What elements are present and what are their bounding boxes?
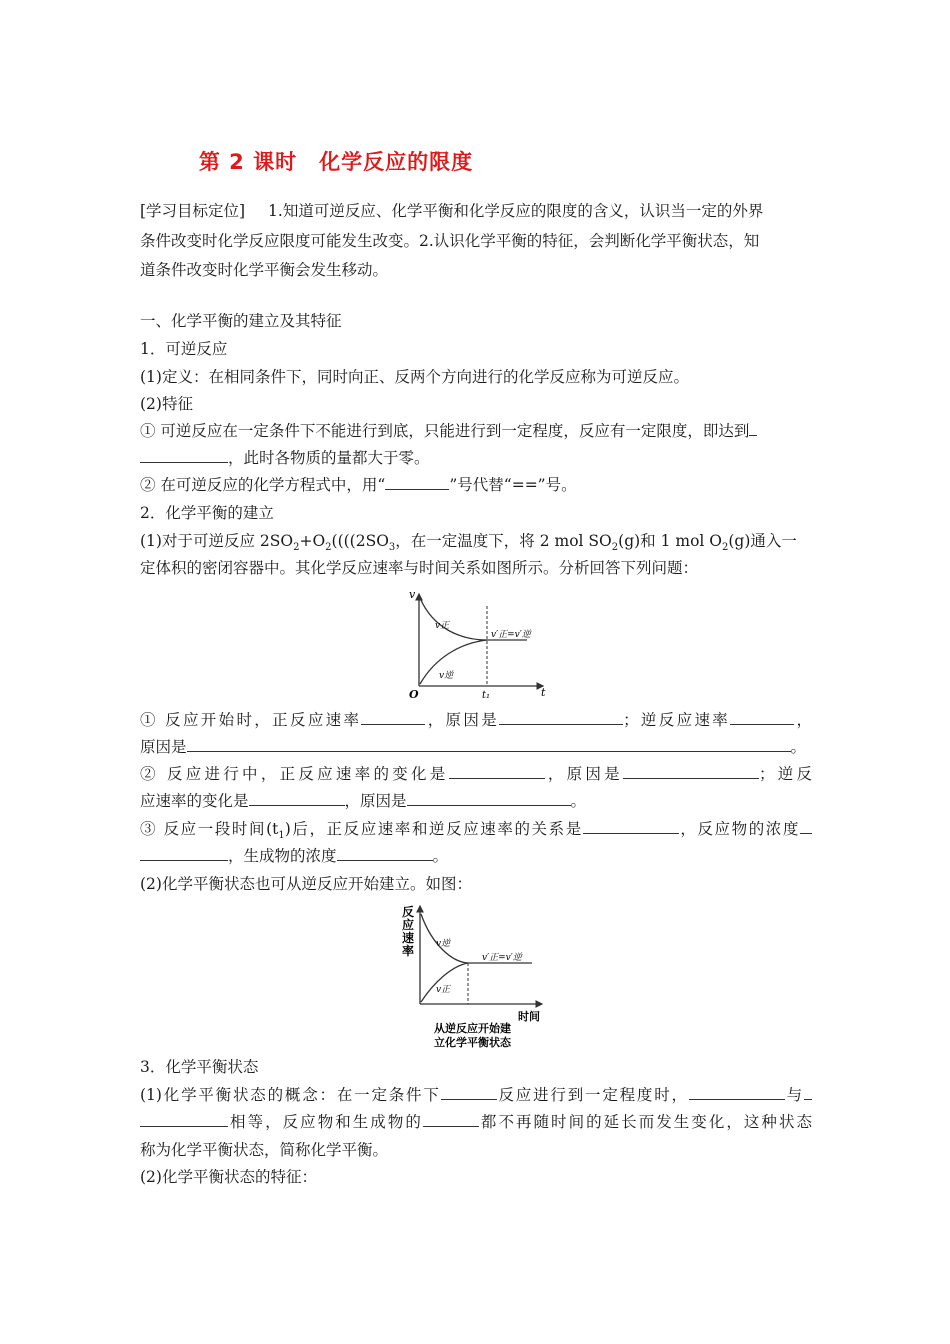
question-text: ；逆反应速率	[623, 711, 731, 729]
concept-text: 都不再随时间的延长而发生变化，这种状态	[478, 1113, 812, 1131]
reverse-start-text: (2)化学平衡状态也可从逆反应开始建立。如图：	[140, 875, 472, 893]
equilibrium-concept-line-1	[140, 1084, 812, 1106]
answer-blank[interactable]	[140, 1111, 228, 1127]
equilibrium-concept-line-3: 称为化学平衡状态，简称化学平衡。	[140, 1141, 389, 1159]
feature-b-line	[140, 474, 812, 496]
question-text: 原因是	[140, 738, 187, 756]
objectives-line-3: 道条件改变时化学平衡会发生移动。	[140, 261, 389, 279]
feature-a-text: ① 可逆反应在一定条件下不能进行到底，只能进行到一定程度，反应有一定限度，即达到	[140, 422, 750, 440]
equilibrium-label: v′正=v′逆	[491, 630, 531, 640]
subsection-title-3: 3．化学平衡状态	[140, 1058, 259, 1076]
answer-blank[interactable]	[441, 1084, 497, 1100]
question-1-line-1	[140, 709, 812, 731]
answer-blank[interactable]	[800, 818, 812, 834]
objectives-text-1: 1.知道可逆反应、化学平衡和化学反应的限度的含义，认识当一定的外界	[268, 202, 764, 220]
reverse-rate-label: v逆	[436, 939, 451, 949]
answer-blank[interactable]	[623, 763, 759, 779]
concept-text: 反应进行到一定程度时，	[496, 1086, 689, 1104]
definition-text: (1)定义：在相同条件下，同时向正、反两个方向进行的化学反应称为可逆反应。	[140, 368, 689, 386]
question-text: ，原因是	[425, 711, 500, 729]
feature-a-text-2: ，此时各物质的量都大于零。	[228, 449, 430, 467]
question-text: ，原因是	[344, 792, 407, 810]
question-2-line-2	[140, 790, 812, 812]
question-text: ① 反应开始时，正反应速率	[140, 711, 362, 729]
question-text: 。	[570, 792, 587, 810]
answer-blank[interactable]	[804, 1084, 812, 1100]
answer-blank[interactable]	[583, 818, 679, 834]
subsection-title-2: 2．化学平衡的建立	[140, 504, 274, 522]
forward-rate-curve	[421, 963, 468, 1002]
equilibrium-concept-line-2	[140, 1111, 812, 1133]
subsection-title-1: 1．可逆反应	[140, 340, 228, 358]
reaction-text: (1)对于可逆反应 2SO	[140, 532, 294, 550]
question-2-line-1	[140, 763, 812, 785]
objectives-label: [学习目标定位]	[140, 202, 246, 220]
section-heading: 一、化学平衡的建立及其特征	[140, 312, 342, 330]
question-text: ；逆反	[758, 765, 812, 783]
feature-a-line-1	[140, 420, 812, 442]
reaction-text: +O	[299, 532, 326, 550]
objectives-line-1	[140, 200, 812, 222]
forward-rate-label: v正	[436, 985, 451, 995]
question-text: ，生成物的浓度	[228, 847, 337, 865]
question-text: 。	[790, 738, 807, 756]
rate-time-figure-2	[374, 900, 554, 1052]
question-1-line-2	[140, 736, 812, 758]
answer-blank[interactable]	[730, 709, 794, 725]
question-text: 应速率的变化是	[140, 792, 249, 810]
question-text: ③ 反应一段时间(t	[140, 820, 279, 838]
answer-blank[interactable]	[140, 845, 228, 861]
concept-text: 与	[784, 1086, 804, 1104]
question-text: ，反应物的浓度	[678, 820, 800, 838]
feature-b-pre: ② 在可逆反应的化学方程式中，用“	[140, 476, 386, 494]
question-text: ，	[794, 711, 812, 729]
reaction-text: ((((2SO	[331, 532, 389, 550]
origin-label: O	[409, 688, 419, 700]
figure-caption-line-1: 从逆反应开始建	[434, 1022, 511, 1035]
answer-blank[interactable]	[385, 474, 449, 490]
answer-blank[interactable]	[187, 736, 791, 752]
answer-blank[interactable]	[140, 447, 228, 463]
answer-blank[interactable]	[361, 709, 425, 725]
answer-blank[interactable]	[407, 790, 571, 806]
x-axis-label: 时间	[518, 1010, 540, 1023]
question-text: ，原因是	[544, 765, 623, 783]
reaction-text: (g)通入一	[728, 532, 797, 550]
forward-rate-label: v正	[435, 621, 450, 631]
answer-blank[interactable]	[423, 1111, 479, 1127]
feature-a-line-2	[140, 447, 812, 469]
question-text: 。	[432, 847, 449, 865]
objectives-line-2: 条件改变时化学反应限度可能发生改变。2.认识化学平衡的特征，会判断化学平衡状态，知	[140, 232, 760, 250]
x-axis-label: t	[541, 686, 546, 699]
question-3-line-2	[140, 845, 812, 867]
answer-blank[interactable]	[337, 845, 433, 861]
question-text: )后，正反应速率和逆反应速率的关系是	[284, 820, 583, 838]
equilibrium-label: v′正=v′逆	[482, 953, 522, 963]
equilibrium-features-label: (2)化学平衡状态的特征：	[140, 1168, 317, 1186]
features-label: (2)特征	[140, 395, 193, 413]
y-axis-label: 反应速率	[402, 905, 415, 958]
answer-blank[interactable]	[249, 790, 345, 806]
question-3-line-1: ③ 反应一段时间$(t_1)$后，正反应速率和逆反应速率的关系是 ，反应物的浓度	[140, 818, 812, 847]
answer-blank[interactable]	[689, 1084, 785, 1100]
reaction-text: (g)和 1 mol O	[618, 532, 722, 550]
y-axis-label: v	[409, 588, 416, 601]
feature-b-post: ”号代替“==”号。	[449, 476, 577, 494]
rate-time-figure-1	[405, 588, 555, 700]
concept-text: (1)化学平衡状态的概念：在一定条件下	[140, 1086, 441, 1104]
reaction-paragraph-line-1: (1)对于可逆反应 $2SO_2+O_2((((2SO_3$，在一定温度下，将 2 mol $SO_2(g)$和 1 mol $O_2(g)$通入一	[140, 532, 797, 554]
t1-label: t₁	[482, 690, 491, 700]
concept-text: 相等，反应物和生成物的	[228, 1113, 423, 1131]
answer-blank[interactable]	[499, 709, 623, 725]
reverse-rate-label: v逆	[439, 671, 454, 681]
question-text: ② 反应进行中，正反应速率的变化是	[140, 765, 449, 783]
figure-caption-line-2: 立化学平衡状态	[434, 1036, 511, 1049]
page-title: 第 2 课时 化学反应的限度	[198, 150, 474, 174]
reaction-paragraph-line-2: 定体积的密闭容器中。其化学反应速率与时间关系如图所示。分析回答下列问题：	[140, 559, 699, 577]
reverse-rate-curve	[420, 640, 487, 684]
answer-blank[interactable]	[449, 763, 545, 779]
reaction-text: ，在一定温度下，将 2 mol SO	[395, 532, 612, 550]
answer-blank[interactable]	[749, 420, 757, 436]
